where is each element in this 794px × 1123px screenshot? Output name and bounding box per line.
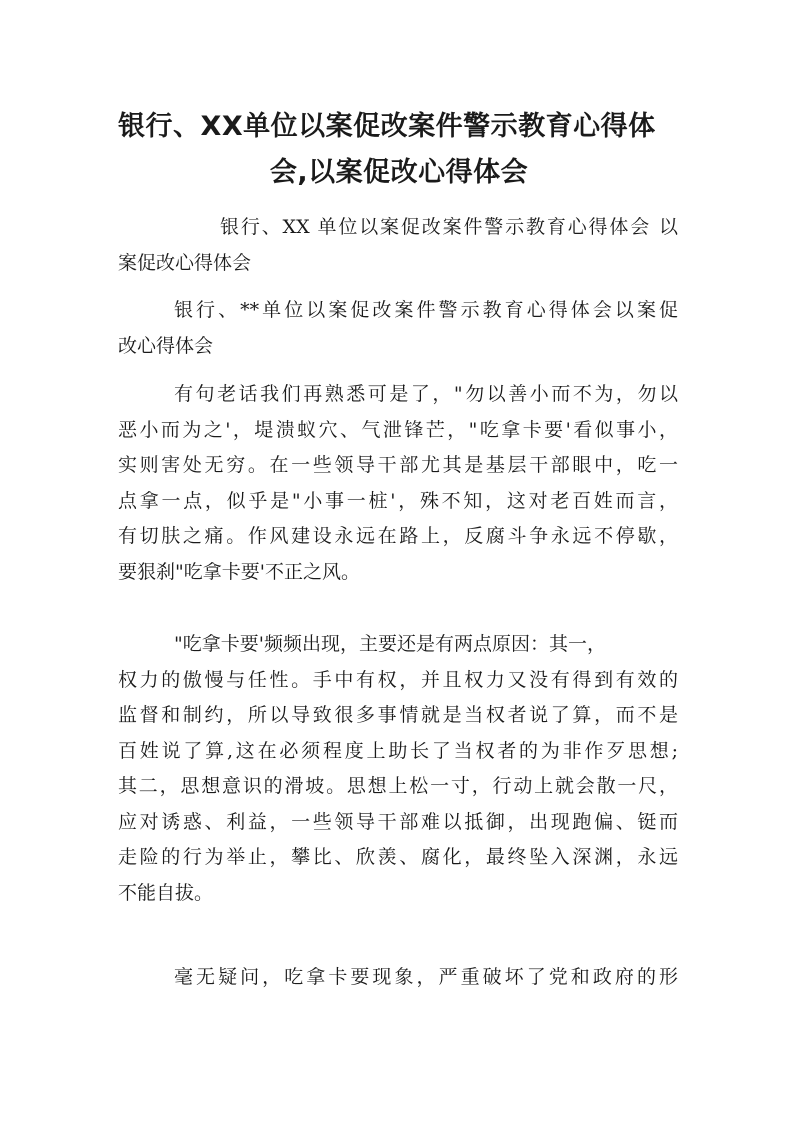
document-title-line-2: 会,以案促改心得体会 — [269, 157, 529, 188]
paragraph-line: 百姓说了算,这在必须程度上助长了当权者的为非作歹思想; — [118, 739, 678, 762]
paragraph-line: 应对诱惑、利益，一些领导干部难以抵御，出现跑偏、铤而 — [118, 810, 678, 833]
paragraph-line: 案促改心得体会 — [118, 251, 252, 274]
paragraph-line: 银行、XX 单位以案促改案件警示教育心得体会 以 — [220, 216, 678, 238]
paragraph-subtitle-2 — [118, 293, 678, 364]
paragraph-line: 有句老话我们再熟悉可是了，"勿以善小而不为，勿以 — [174, 383, 678, 405]
paragraph-line: 银行、**单位以案促改案件警示教育心得体会以案促 — [174, 299, 678, 321]
paragraph-body-1 — [118, 377, 678, 590]
paragraph-line: 有切肤之痛。作风建设永远在路上，反腐斗争永远不停歇， — [118, 525, 678, 547]
paragraph-line: 监督和制约，所以导致很多事情就是当权者说了算，而不是 — [118, 704, 678, 726]
paragraph-line: 恶小而为之'，堤溃蚁穴、气泄锋芒，"吃拿卡要'看似事小， — [118, 418, 678, 441]
document-title-line-1: 银行、XX单位以案促改案件警示教育心得体 — [118, 111, 656, 142]
paragraph-line: 毫无疑问，吃拿卡要现象，严重破坏了党和政府的形 — [174, 966, 678, 988]
paragraph-line: 实则害处无穷。在一些领导干部尤其是基层干部眼中，吃一 — [118, 454, 678, 476]
paragraph-line: 点拿一点，似乎是"小事一桩'，殊不知，这对老百姓而言， — [118, 489, 678, 512]
paragraph-body-2 — [118, 627, 678, 911]
paragraph-line: 要狠刹"吃拿卡要'不正之风。 — [118, 560, 360, 583]
paragraph-line: 改心得体会 — [118, 334, 214, 357]
paragraph-line: 权力的傲慢与任性。手中有权，并且权力又没有得到有效的 — [118, 668, 678, 691]
paragraph-line: 走险的行为举止，攀比、欣羡、腐化，最终坠入深渊，永远 — [118, 846, 678, 868]
paragraph-line: 其二，思想意识的滑坡。思想上松一寸，行动上就会散一尺， — [118, 775, 678, 797]
paragraph-line: "吃拿卡要'频频出现，主要还是有两点原因：其一， — [174, 633, 606, 655]
paragraph-line: 不能自拔。 — [118, 881, 214, 904]
paragraph-subtitle-1 — [118, 210, 678, 281]
paragraph-body-3 — [118, 960, 678, 996]
